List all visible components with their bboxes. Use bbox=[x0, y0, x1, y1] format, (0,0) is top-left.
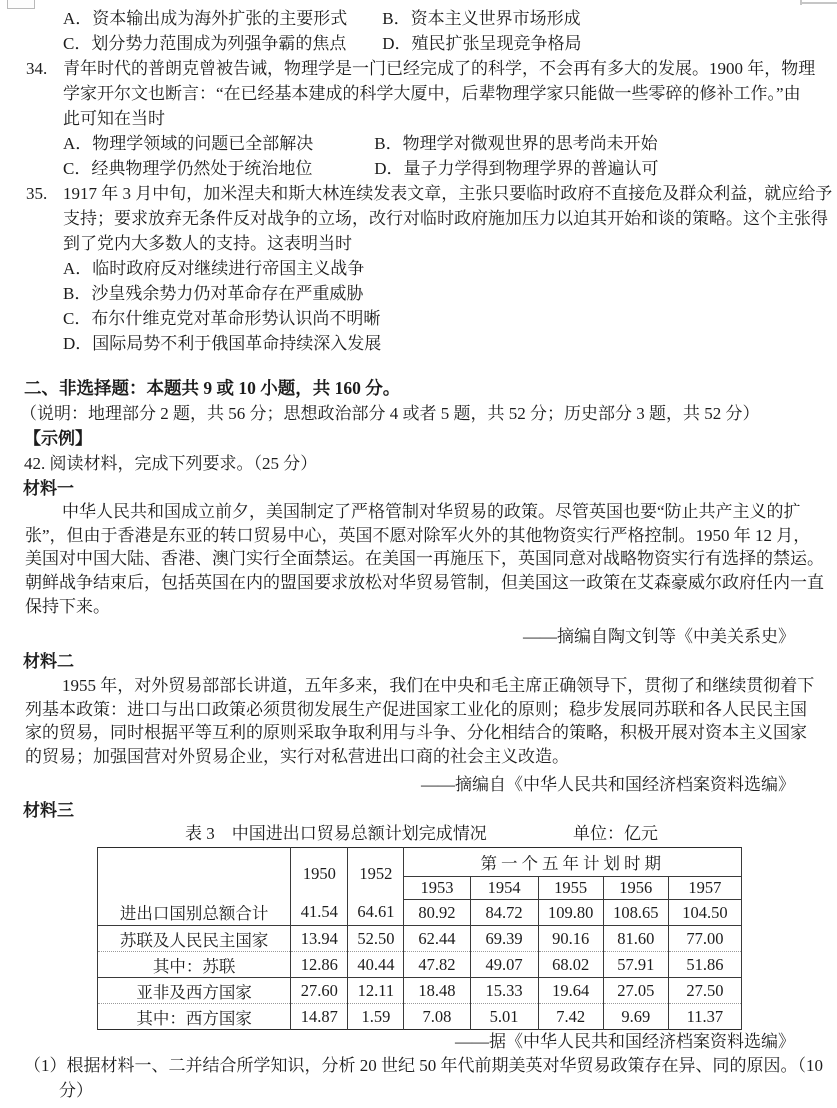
table-cell: 13.94 bbox=[291, 926, 348, 952]
material1-line2: 张”，但由于香港是东亚的转口贸易中心，英国不愿对除军火外的其他物资实行严格控制。1950 年 12 月， bbox=[25, 525, 811, 545]
q34-options-row2 bbox=[0, 156, 837, 181]
section2-note: （说明：地理部分 2 题，共 56 分；思想政治部分 4 或者 5 题，共 52 分；历史部分 3 题，共 52 分） bbox=[20, 404, 760, 423]
table-cell: 69.39 bbox=[470, 926, 538, 952]
table-cell: 18.48 bbox=[404, 978, 470, 1004]
row-label: 其中：苏联 bbox=[98, 952, 291, 978]
material2-line4: 的贸易；加强国营对外贸易企业，实行对私营进出口商的社会主义改造。 bbox=[25, 747, 569, 767]
material3-label: 材料三 bbox=[23, 801, 74, 820]
material1-label: 材料一 bbox=[23, 479, 74, 498]
q35-option-b: B．沙皇残余势力仍对革命存在严重威胁 bbox=[63, 284, 364, 303]
material1-line1: 中华人民共和国成立前夕，美国制定了严格管制对华贸易的政策。尽管英国也要“防止共产主义的扩 bbox=[62, 502, 801, 521]
q34-option-b: B．物理学对微观世界的思考尚未开始 bbox=[374, 134, 658, 153]
table-cell: 27.05 bbox=[603, 978, 668, 1004]
table-cell: 80.92 bbox=[404, 900, 470, 926]
row-label: 亚非及西方国家 bbox=[98, 978, 291, 1004]
col-header-1953: 1953 bbox=[404, 877, 470, 900]
q34-number: 34. bbox=[26, 59, 48, 78]
multiple-choice-section bbox=[0, 6, 837, 356]
table-cell: 5.01 bbox=[470, 1004, 538, 1030]
table-cell: 90.16 bbox=[538, 926, 603, 952]
table-cell: 57.91 bbox=[603, 952, 668, 978]
col-header-1950: 1950 bbox=[291, 848, 348, 900]
col-header-1952: 1952 bbox=[348, 848, 404, 900]
table-cell: 1.59 bbox=[348, 1004, 404, 1030]
table-cell: 51.86 bbox=[668, 952, 741, 978]
material2-line1: 1955 年，对外贸易部部长讲道，五年多来，我们在中央和毛主席正确领导下，贯彻了和继续贯彻着下 bbox=[62, 676, 815, 695]
section2-heading: 二、非选择题：本题共 9 或 10 小题，共 160 分。 bbox=[24, 378, 401, 398]
q34-stem-line2: 学家开尔文也断言：“在已经基本建成的科学大厦中，后辈物理学家只能做一些零碎的修补工作。”由 bbox=[63, 84, 801, 103]
table-cell: 52.50 bbox=[348, 926, 404, 952]
table-cell: 7.42 bbox=[538, 1004, 603, 1030]
material2-label: 材料二 bbox=[23, 652, 74, 671]
table-row-western bbox=[98, 1004, 742, 1030]
col-header-1954: 1954 bbox=[470, 877, 538, 900]
material1-line5: 保持下来。 bbox=[25, 596, 110, 616]
material1-line3: 美国对中国大陆、香港、澳门实行全面禁运。在美国一再施压下，英国同意对战略物资实行有选择的禁运。 bbox=[25, 549, 824, 569]
q33-option-d: D．殖民扩张呈现竞争格局 bbox=[382, 34, 582, 53]
q33-options-row1 bbox=[0, 6, 837, 31]
q42-instruction: 42. 阅读材料，完成下列要求。（25 分） bbox=[24, 454, 318, 473]
scan-artifact-top-right-tick bbox=[800, 0, 802, 5]
q34-stem-text1: 青年时代的普朗克曾被告诫，物理学是一门已经完成了的科学，不会再有多大的发展。1900 年，物理 bbox=[63, 59, 816, 78]
trade-table-wrap bbox=[97, 847, 742, 1030]
material2-line3: 家的贸易，同时根据平等互利的原则采取争取利用与斗争、分化相结合的策略，积极开展对资本主义国家 bbox=[25, 723, 807, 743]
table-cell: 27.60 bbox=[291, 978, 348, 1004]
q33-options-row2 bbox=[0, 31, 837, 56]
q34-stem-line1 bbox=[0, 56, 837, 81]
table-cell: 15.33 bbox=[470, 978, 538, 1004]
q35-stem-line3: 到了党内大多数人的支持。这表明当时 bbox=[63, 234, 352, 253]
material1-source: ——摘编自陶文钊等《中美关系史》 bbox=[523, 627, 795, 646]
q33-option-a: A．资本输出成为海外扩张的主要形式 bbox=[63, 9, 348, 28]
material1-body bbox=[0, 500, 837, 618]
table-cell: 9.69 bbox=[603, 1004, 668, 1030]
col-header-1956: 1956 bbox=[603, 877, 668, 900]
table-cell: 14.87 bbox=[291, 1004, 348, 1030]
table-row-total bbox=[98, 900, 742, 926]
table-row-ussr bbox=[98, 952, 742, 978]
q35-number: 35. bbox=[26, 184, 48, 203]
table-cell: 109.80 bbox=[538, 900, 603, 926]
material2-line2: 列基本政策：进口与出口政策必须贯彻发展生产促进国家工业化的原则；稳步发展同苏联和各人民民主国 bbox=[25, 699, 807, 719]
q34-option-c: C．经典物理学仍然处于统治地位 bbox=[63, 159, 313, 178]
q33-option-b: B．资本主义世界市场形成 bbox=[382, 9, 581, 28]
material1-line4: 朝鲜战争结束后，包括英国在内的盟国要求放松对华贸易管制，但美国这一政策在艾森豪威尔政府任内一直 bbox=[25, 573, 824, 593]
material3-source: ——据《中华人民共和国经济档案资料选编》 bbox=[455, 1032, 795, 1051]
row-label: 其中：西方国家 bbox=[98, 1004, 291, 1030]
table-cell: 81.60 bbox=[603, 926, 668, 952]
table-cell: 19.64 bbox=[538, 978, 603, 1004]
q34-option-a: A．物理学领域的问题已全部解决 bbox=[63, 134, 314, 153]
material2-body bbox=[0, 674, 837, 769]
q35-option-c: C．布尔什维克党对革命形势认识尚不明晰 bbox=[63, 309, 381, 328]
row-label: 进出口国别总额合计 bbox=[98, 900, 291, 926]
table-cell: 7.08 bbox=[404, 1004, 470, 1030]
row-label: 苏联及人民民主国家 bbox=[98, 926, 291, 952]
table-cell: 27.50 bbox=[668, 978, 741, 1004]
table-corner-cell bbox=[98, 848, 291, 900]
col-header-1957: 1957 bbox=[668, 877, 741, 900]
table-cell: 47.82 bbox=[404, 952, 470, 978]
table-cell: 12.86 bbox=[291, 952, 348, 978]
q34-options-row1 bbox=[0, 131, 837, 156]
q34-option-d: D．量子力学得到物理学界的普遍认可 bbox=[374, 159, 659, 178]
table-caption-row bbox=[97, 823, 742, 845]
table-cell: 84.72 bbox=[470, 900, 538, 926]
q42-sub1-line1: （1）根据材料一、二并结合所学知识，分析 20 世纪 50 年代前期美英对华贸易政策存在异、同的原因。（10 bbox=[24, 1056, 823, 1075]
q35-option-a: A．临时政府反对继续进行帝国主义战争 bbox=[63, 259, 365, 278]
table-cell: 77.00 bbox=[668, 926, 741, 952]
material2-source: ——摘编自《中华人民共和国经济档案资料选编》 bbox=[421, 775, 795, 794]
table-cell: 11.37 bbox=[668, 1004, 741, 1030]
table-cell: 40.44 bbox=[348, 952, 404, 978]
table-cell: 68.02 bbox=[538, 952, 603, 978]
table-row-asia-africa-west bbox=[98, 978, 742, 1004]
table-unit: 单位：亿元 bbox=[573, 824, 658, 843]
table-cell: 62.44 bbox=[404, 926, 470, 952]
table-title: 表 3 中国进出口贸易总额计划完成情况 bbox=[185, 824, 487, 843]
table-row-soviet-bloc bbox=[98, 926, 742, 952]
col-header-1955: 1955 bbox=[538, 877, 603, 900]
section2-example-label: 【示例】 bbox=[24, 429, 92, 448]
table-cell: 108.65 bbox=[603, 900, 668, 926]
q35-stem-text1: 1917 年 3 月中旬，加米涅夫和斯大林连续发表文章，主张只要临时政府不直接危及群众利益，就应给予 bbox=[63, 184, 833, 203]
table-cell: 49.07 bbox=[470, 952, 538, 978]
trade-table bbox=[97, 847, 742, 1030]
table-cell: 12.11 bbox=[348, 978, 404, 1004]
q35-stem-line1 bbox=[0, 181, 837, 206]
q35-stem-line2: 支持；要求放弃无条件反对战争的立场，改行对临时政府施加压力以迫其开始和谈的策略。这个主张得 bbox=[63, 209, 828, 228]
table-cell: 41.54 bbox=[291, 900, 348, 926]
table-cell: 64.61 bbox=[348, 900, 404, 926]
scan-artifact-top-right bbox=[800, 2, 837, 4]
table-cell: 104.50 bbox=[668, 900, 741, 926]
q34-stem-line3: 此可知在当时 bbox=[63, 109, 165, 128]
col-group-header-fiveyearplan: 第一个五年计划时期 bbox=[404, 848, 742, 877]
q33-option-c: C．划分势力范围成为列强争霸的焦点 bbox=[63, 34, 347, 53]
q35-option-d: D．国际局势不利于俄国革命持续深入发展 bbox=[63, 334, 382, 353]
q42-sub1-line2: 分） bbox=[59, 1081, 93, 1100]
